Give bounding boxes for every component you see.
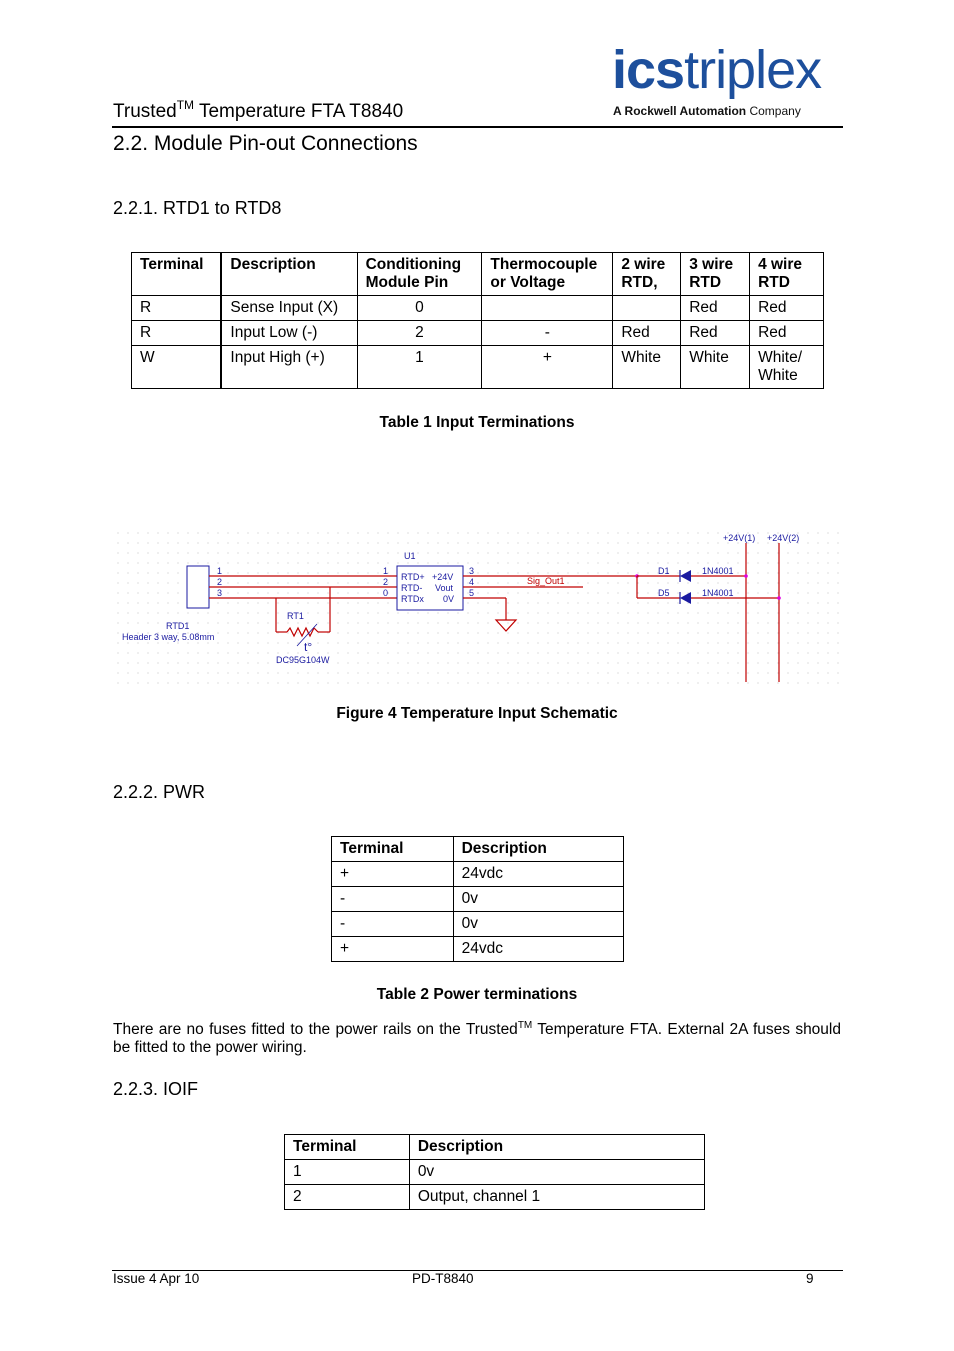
- thermistor-symbol: t°: [304, 640, 313, 654]
- diode2-part: 1N4001: [702, 588, 734, 598]
- header-rule: [112, 126, 843, 128]
- header-cell: 2 wire RTD,: [613, 253, 681, 296]
- header-cell: Conditioning Module Pin: [357, 253, 482, 296]
- svg-text:1: 1: [383, 566, 389, 576]
- header-cell: Description: [221, 253, 357, 296]
- connector-pin-2: 2: [217, 577, 223, 587]
- connector-pin-3: 3: [217, 588, 223, 598]
- header-cell: 4 wire RTD: [750, 253, 824, 296]
- footer-doc-id: PD-T8840: [412, 1271, 474, 1286]
- table-row: W Input High (+) 1 + White White White/ White: [132, 346, 824, 389]
- header-cell: Terminal: [132, 253, 222, 296]
- dot-grid: [113, 528, 841, 686]
- rtd1-label: RTD1: [166, 621, 190, 631]
- pin-vout: Vout: [435, 583, 454, 593]
- table-row: - 0v: [332, 887, 624, 912]
- svg-text:3: 3: [469, 566, 475, 576]
- input-terminations-table: [131, 252, 824, 389]
- rtd-heading: 2.2.1. RTD1 to RTD8: [113, 198, 282, 218]
- svg-text:4: 4: [469, 577, 475, 587]
- table1-caption: Table 1 Input Terminations: [379, 414, 575, 431]
- power-terminations-table: [331, 836, 624, 962]
- svg-text:0: 0: [383, 588, 389, 598]
- diode1-part: 1N4001: [702, 566, 734, 576]
- figure4-caption: Figure 4 Temperature Input Schematic: [336, 705, 618, 722]
- company-logo: icstriplex A Rockwell Automation Company: [612, 40, 822, 118]
- svg-text:5: 5: [469, 588, 475, 598]
- rail1-label: +24V(1): [723, 533, 756, 543]
- table-row: + 24vdc: [332, 937, 624, 962]
- header-cell: Thermocouple or Voltage: [482, 253, 613, 296]
- pin-rtd-plus: RTD+: [401, 572, 425, 582]
- footer-issue: Issue 4 Apr 10: [113, 1271, 200, 1286]
- table-header-row: Terminal Description: [285, 1135, 705, 1160]
- table-row: - 0v: [332, 912, 624, 937]
- pin-rtd-minus: RTD-: [401, 583, 423, 593]
- table-header-row: Terminal Description: [332, 837, 624, 862]
- fuse-paragraph: There are no fuses fitted to the power rails on the Trusted™ Temperature FTA. External 2A fuses should be fitted to the power wiring.: [113, 1020, 841, 1056]
- rail2-label: +24V(2): [767, 533, 800, 543]
- rtd1-connector: [187, 566, 209, 608]
- d1-label: D1: [658, 566, 670, 576]
- pin-24v: +24V: [432, 572, 454, 582]
- connector-pin-1: 1: [217, 566, 223, 576]
- document-title: Trusted™ Temperature FTA T8840: [113, 98, 404, 122]
- rt1-label: RT1: [287, 611, 304, 621]
- rtd1-description: Header 3 way, 5.08mm: [122, 632, 215, 642]
- footer-rule: [112, 1270, 843, 1271]
- table-row: 2 Output, channel 1: [285, 1185, 705, 1210]
- table-row: 1 0v: [285, 1160, 705, 1185]
- rt1-part-label: DC95G104W: [276, 655, 330, 665]
- svg-text:2: 2: [383, 577, 389, 587]
- header-cell: 3 wire RTD: [681, 253, 750, 296]
- table-row: + 24vdc: [332, 862, 624, 887]
- pin-rtdx: RTDx: [401, 594, 424, 604]
- table-header-row: [132, 253, 824, 296]
- d5-label: D5: [658, 588, 670, 598]
- ioif-table: [284, 1134, 705, 1210]
- pwr-heading: 2.2.2. PWR: [113, 782, 206, 802]
- table2-caption: Table 2 Power terminations: [376, 986, 578, 1003]
- sig-out-label: Sig_Out1: [527, 576, 565, 586]
- ioif-heading: 2.2.3. IOIF: [113, 1079, 199, 1099]
- section-title: 2.2. Module Pin-out Connections: [113, 132, 418, 155]
- temperature-input-schematic: [113, 528, 841, 686]
- table-row: R Sense Input (X) 0 Red Red: [132, 296, 824, 321]
- table-row: R Input Low (-) 2 - Red Red Red: [132, 321, 824, 346]
- pin-0v: 0V: [443, 594, 455, 604]
- page-number: 9: [806, 1271, 814, 1286]
- u1-label: U1: [404, 551, 416, 561]
